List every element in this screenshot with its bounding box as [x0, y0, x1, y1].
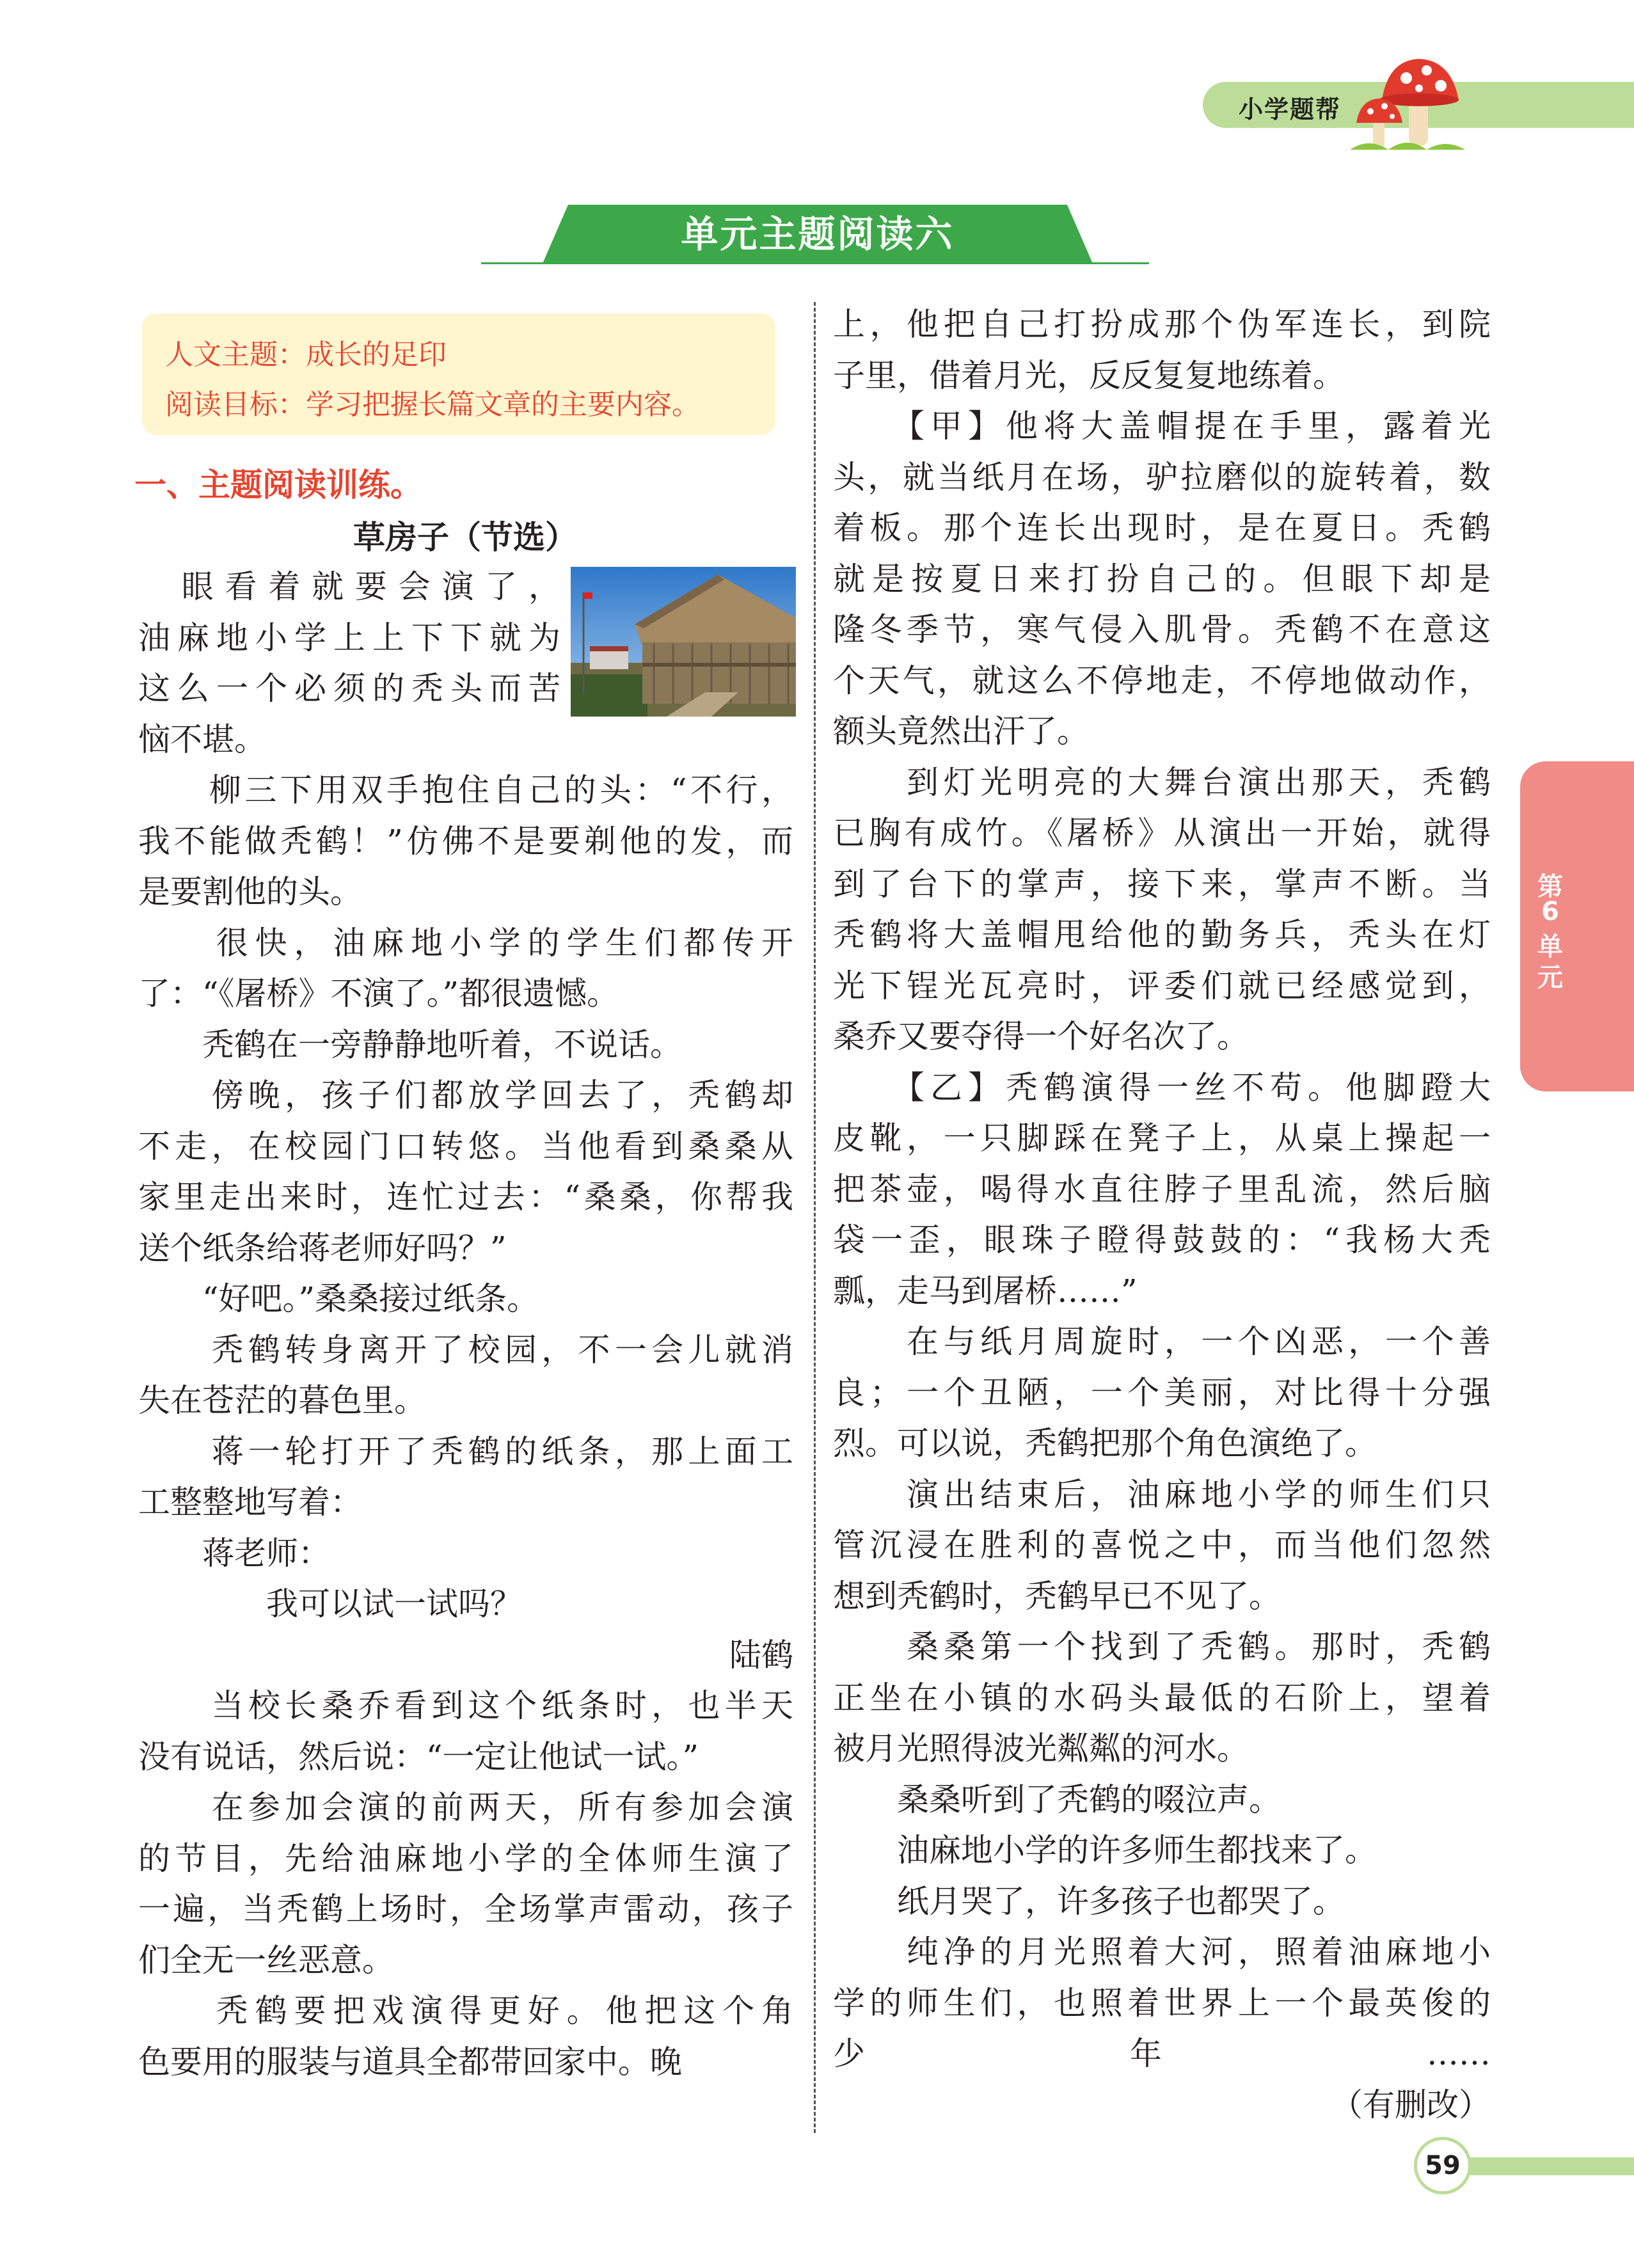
text-line: 柳三下用双手抱住自己的头：“不行，: [138, 772, 793, 809]
text-line: 袋一歪，眼珠子瞪得鼓鼓的：“我杨大秃: [833, 1221, 1491, 1258]
text-line: 桑桑第一个找到了秃鹤。那时，秃鹤: [833, 1628, 1491, 1665]
text-line: 子里，借着月光，反反复复地练着。: [833, 356, 1345, 394]
text-column-left: [138, 562, 793, 2088]
text-line: 【甲】他将大盖帽提在手里，露着光: [833, 408, 1491, 445]
text-line: 在参加会演的前两天，所有参加会演: [138, 1789, 793, 1826]
text-line: 了：“《屠桥》不演了。”都很遗憾。: [138, 975, 619, 1012]
text-line: 就是按夏日来打扮自己的。但眼下却是: [833, 560, 1491, 598]
text-line: 一遍，当秃鹤上场时，全场掌声雷动，孩子: [138, 1891, 793, 1928]
text-line: 秃鹤转身离开了校园，不一会儿就消: [138, 1331, 793, 1368]
text-line: 正坐在小镇的水码头最低的石阶上，望着: [833, 1679, 1491, 1717]
theme-line-goal: 阅读目标：学习把握长篇文章的主要内容。: [165, 388, 700, 421]
text-line: 到了台下的掌声，接下来，掌声不断。当: [833, 865, 1491, 903]
text-line: 们全无一丝恶意。: [138, 1941, 394, 1979]
text-line: 把茶壶，喝得水直往脖子里乱流，然后脑: [833, 1170, 1491, 1208]
text-line: 着板。那个连长出现时，是在夏日。秃鹤: [833, 509, 1491, 546]
text-line: 没有说话，然后说：“一定让他试一试。”: [138, 1738, 699, 1775]
page-number: 59: [1425, 2151, 1461, 2180]
text-line: 油麻地小学的许多师生都找来了。: [833, 1832, 1377, 1869]
text-line: 已胸有成竹。《屠桥》从演出一开始，就得: [833, 814, 1491, 852]
article-title: 草房子（节选）: [353, 519, 577, 556]
text-line: 额头竟然出汗了。: [833, 713, 1089, 750]
text-line: 烈。可以说，秃鹤把那个角色演绝了。: [833, 1425, 1377, 1462]
text-line: 很快，油麻地小学的学生们都传开: [138, 924, 793, 962]
text-line: 良；一个丑陋，一个美丽，对比得十分强: [833, 1374, 1491, 1411]
text-line: 被月光照得波光粼粼的河水。: [833, 1730, 1249, 1767]
text-line: 当校长桑乔看到这个纸条时，也半天: [138, 1687, 793, 1724]
text-line: （有删改）: [1331, 2086, 1491, 2123]
text-line: 管沉浸在胜利的喜悦之中，而当他们忽然: [833, 1527, 1491, 1564]
text-line: 眼看着就要会演了，: [138, 568, 560, 605]
text-line: 傍晚，孩子们都放学回去了，秃鹤却: [138, 1077, 793, 1114]
text-line: 【乙】秃鹤演得一丝不苟。他脚蹬大: [833, 1068, 1491, 1106]
text-line: 不走，在校园门口转悠。当他看到桑桑从: [138, 1127, 793, 1165]
text-line: 纯净的月光照着大河，照着油麻地小: [833, 1933, 1491, 1971]
text-line: 纸月哭了，许多孩子也都哭了。: [833, 1882, 1345, 1920]
text-line: 失在苍茫的暮色里。: [138, 1382, 426, 1419]
text-line: 是要割他的头。: [138, 873, 362, 910]
text-line: 在与纸月周旋时，一个凶恶，一个善: [833, 1323, 1491, 1360]
text-line: 秃鹤将大盖帽甩给他的勤务兵，秃头在灯: [833, 916, 1491, 953]
text-line: 少年……: [833, 2035, 1491, 2072]
text-line: 送个纸条给蒋老师好吗？”: [138, 1229, 507, 1267]
text-line: 上，他把自己打扮成那个伪军连长，到院: [833, 306, 1491, 343]
unit-tab-char: 单: [1537, 932, 1563, 962]
text-line: “好吧。”桑桑接过纸条。: [138, 1280, 539, 1317]
text-line: 桑桑听到了秃鹤的啜泣声。: [833, 1780, 1281, 1818]
text-line: 想到秃鹤时，秃鹤早已不见了。: [833, 1577, 1281, 1615]
text-line: 皮靴，一只脚踩在凳子上，从桌上操起一: [833, 1120, 1491, 1157]
unit-tab-number: 6: [1541, 897, 1559, 926]
text-line: 演出结束后，油麻地小学的师生们只: [833, 1475, 1491, 1513]
text-line: 的节目，先给油麻地小学的全体师生演了: [138, 1839, 793, 1877]
text-line: 工整整地写着：: [138, 1484, 362, 1521]
brand-name: 小学题帮: [1239, 95, 1342, 123]
unit-tab-char: 第: [1537, 872, 1563, 901]
text-line: 家里走出来时，连忙过去：“桑桑，你帮我: [138, 1178, 793, 1216]
text-line: 秃鹤在一旁静静地听着，不说话。: [138, 1026, 682, 1063]
unit-tab-char: 元: [1537, 963, 1563, 992]
theme-box: [142, 313, 775, 435]
text-line: 学的师生们，也照着世界上一个最英俊的: [833, 1984, 1491, 2022]
mushroom-icon: [1350, 55, 1465, 151]
text-line: 我可以试一试吗？: [138, 1585, 522, 1622]
text-line: 蒋一轮打开了秃鹤的纸条，那上面工: [138, 1432, 793, 1470]
text-line: 蒋老师：: [138, 1534, 330, 1572]
text-line: 秃鹤要把戏演得更好。他把这个角: [138, 1992, 793, 2029]
section-heading: 一、主题阅读训练。: [134, 466, 422, 504]
text-line: 光下锃光瓦亮时，评委们就已经感觉到，: [833, 967, 1491, 1004]
text-line: 油麻地小学上上下下就为: [138, 619, 560, 656]
text-line: 恼不堪。: [138, 720, 266, 758]
text-line: 瓢，走马到屠桥……”: [833, 1272, 1138, 1310]
text-column-right: [833, 299, 1491, 2130]
text-line: 个天气，就这么不停地走，不停地做动作，: [833, 662, 1491, 699]
text-line: 隆冬季节，寒气侵入肌骨。秃鹤不在意这: [833, 611, 1491, 648]
theme-line-humanities: 人文主题：成长的足印: [165, 338, 447, 371]
text-line: 到灯光明亮的大舞台演出那天，秃鹤: [833, 763, 1491, 801]
page-title: 单元主题阅读六: [681, 212, 955, 256]
text-line: 桑乔又要夺得一个好名次了。: [833, 1018, 1249, 1055]
text-line: 头，就当纸月在场，驴拉磨似的旋转着，数: [833, 458, 1491, 496]
text-line: 我不能做秃鹤！”仿佛不是要剃他的发，而: [138, 822, 793, 860]
text-line: 陆鹤: [729, 1636, 793, 1674]
column-divider: [814, 302, 816, 2133]
text-line: 色要用的服装与道具全都带回家中。晚: [138, 2043, 682, 2081]
text-line: 这么一个必须的秃头而苦: [138, 670, 560, 707]
